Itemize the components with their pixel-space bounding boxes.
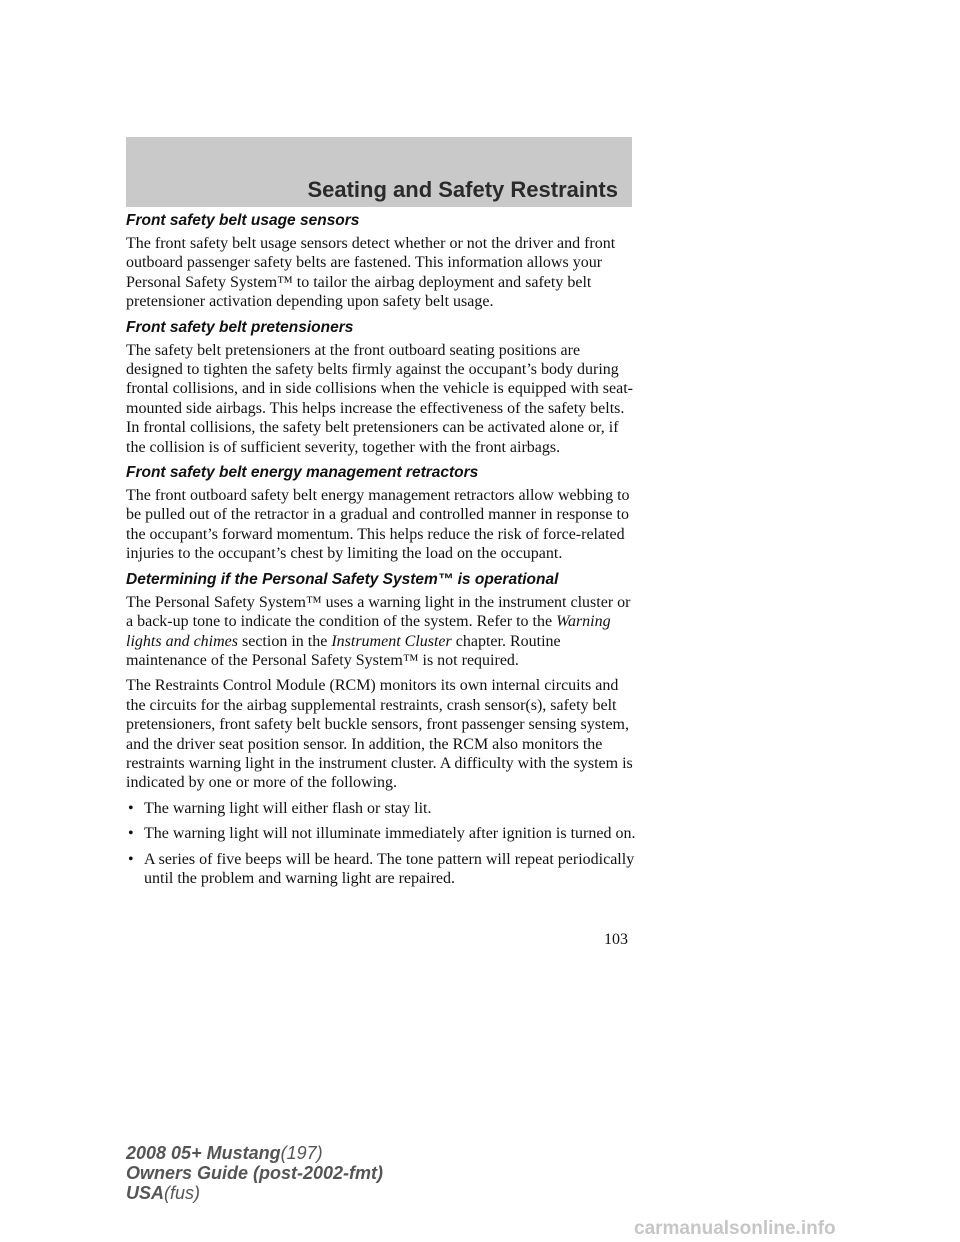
footer-line-guide [126, 1163, 383, 1183]
document-footer [126, 1143, 383, 1203]
paragraph-energy-retractors: The front outboard safety belt energy management retractors allow webbing to be pulled out of the retractor in a gradual and controlled manner in response to the occupant’s forward momentum. This helps reduce the risk of force-related injuries to the occupant’s chest by limiting the load on the occupant. [126, 487, 630, 563]
page-content [126, 211, 636, 894]
heading-energy-retractors: Front safety belt energy management retractors [126, 464, 479, 482]
footer-model-code: (197) [280, 1143, 323, 1163]
heading-pretensioners: Front safety belt pretensioners [126, 318, 354, 336]
footer-guide-title: Owners Guide (post-2002-fmt) [126, 1163, 384, 1183]
list-item [126, 824, 636, 843]
bullet-marker: • [128, 850, 134, 868]
paragraph-pretensioners: The safety belt pretensioners at the front outboard seating positions are designed to tighten the safety belts firmly against the occupant’s body during frontal collisions, and in side collisions when the vehicle is equipped with seat-mounted side airbags. This helps increase the effectiveness of the safety belts. In frontal collisions, the safety belt pretensioners can be activated alone or, if the collision is of sufficient severity, together with the front airbags. [126, 341, 634, 456]
symptom-list [126, 799, 636, 889]
footer-model: 2008 05+ Mustang [126, 1143, 281, 1163]
reference-warning-lights: Warning lights and chimes [126, 613, 611, 650]
list-item [126, 799, 636, 818]
heading-usage-sensors: Front safety belt usage sensors [126, 212, 360, 229]
page-number: 103 [604, 931, 628, 948]
section-header-band [126, 137, 632, 207]
footer-market-code: (fus) [164, 1183, 201, 1203]
intro-text-1: The Personal Safety System™ uses a warning light in the instrument cluster or a back-up tone to indicate the condition of the system. Refer to the [126, 593, 631, 631]
footer-market: USA [126, 1183, 165, 1203]
list-item [126, 850, 636, 889]
paragraph-system-intro [126, 593, 636, 671]
footer-line-model [126, 1143, 383, 1163]
footer-line-market [126, 1183, 383, 1203]
list-item-text: The warning light will either flash or stay lit. [144, 799, 432, 817]
list-item-text: The warning light will not illuminate immediately after ignition is turned on. [144, 825, 636, 843]
bullet-marker: • [128, 825, 134, 843]
watermark: carmanualsonline.info [634, 1218, 836, 1239]
paragraph-usage-sensors: The front safety belt usage sensors detect whether or not the driver and front outboard passenger safety belts are fastened. This information allows your Personal Safety System™ to tailor the airbag deployment and safety belt pretensioner activation depending upon safety belt usage. [126, 235, 616, 311]
paragraph-rcm-monitoring: The Restraints Control Module (RCM) monitors its own internal circuits and the circuits for the airbag supplemental restraints, crash sensor(s), safety belt pretensioners, front safety belt buckle sensors, front passenger sensing system, and the driver seat position sensor. In addition, the RCM also monitors the restraints warning light in the instrument cluster. A difficulty with the system is indicated by one or more of the following. [126, 677, 633, 792]
bullet-marker: • [128, 799, 134, 817]
intro-text-3: chapter. Routine maintenance of the Personal Safety System™ is not required. [126, 632, 561, 669]
intro-text-2: section in the [238, 632, 332, 650]
reference-instrument-cluster: Instrument Cluster [331, 632, 452, 650]
heading-system-operational: Determining if the Personal Safety System™ is operational [126, 570, 559, 588]
list-item-text: A series of five beeps will be heard. The tone pattern will repeat periodically until the problem and warning light are repaired. [144, 850, 635, 887]
section-title: Seating and Safety Restraints [307, 177, 618, 202]
